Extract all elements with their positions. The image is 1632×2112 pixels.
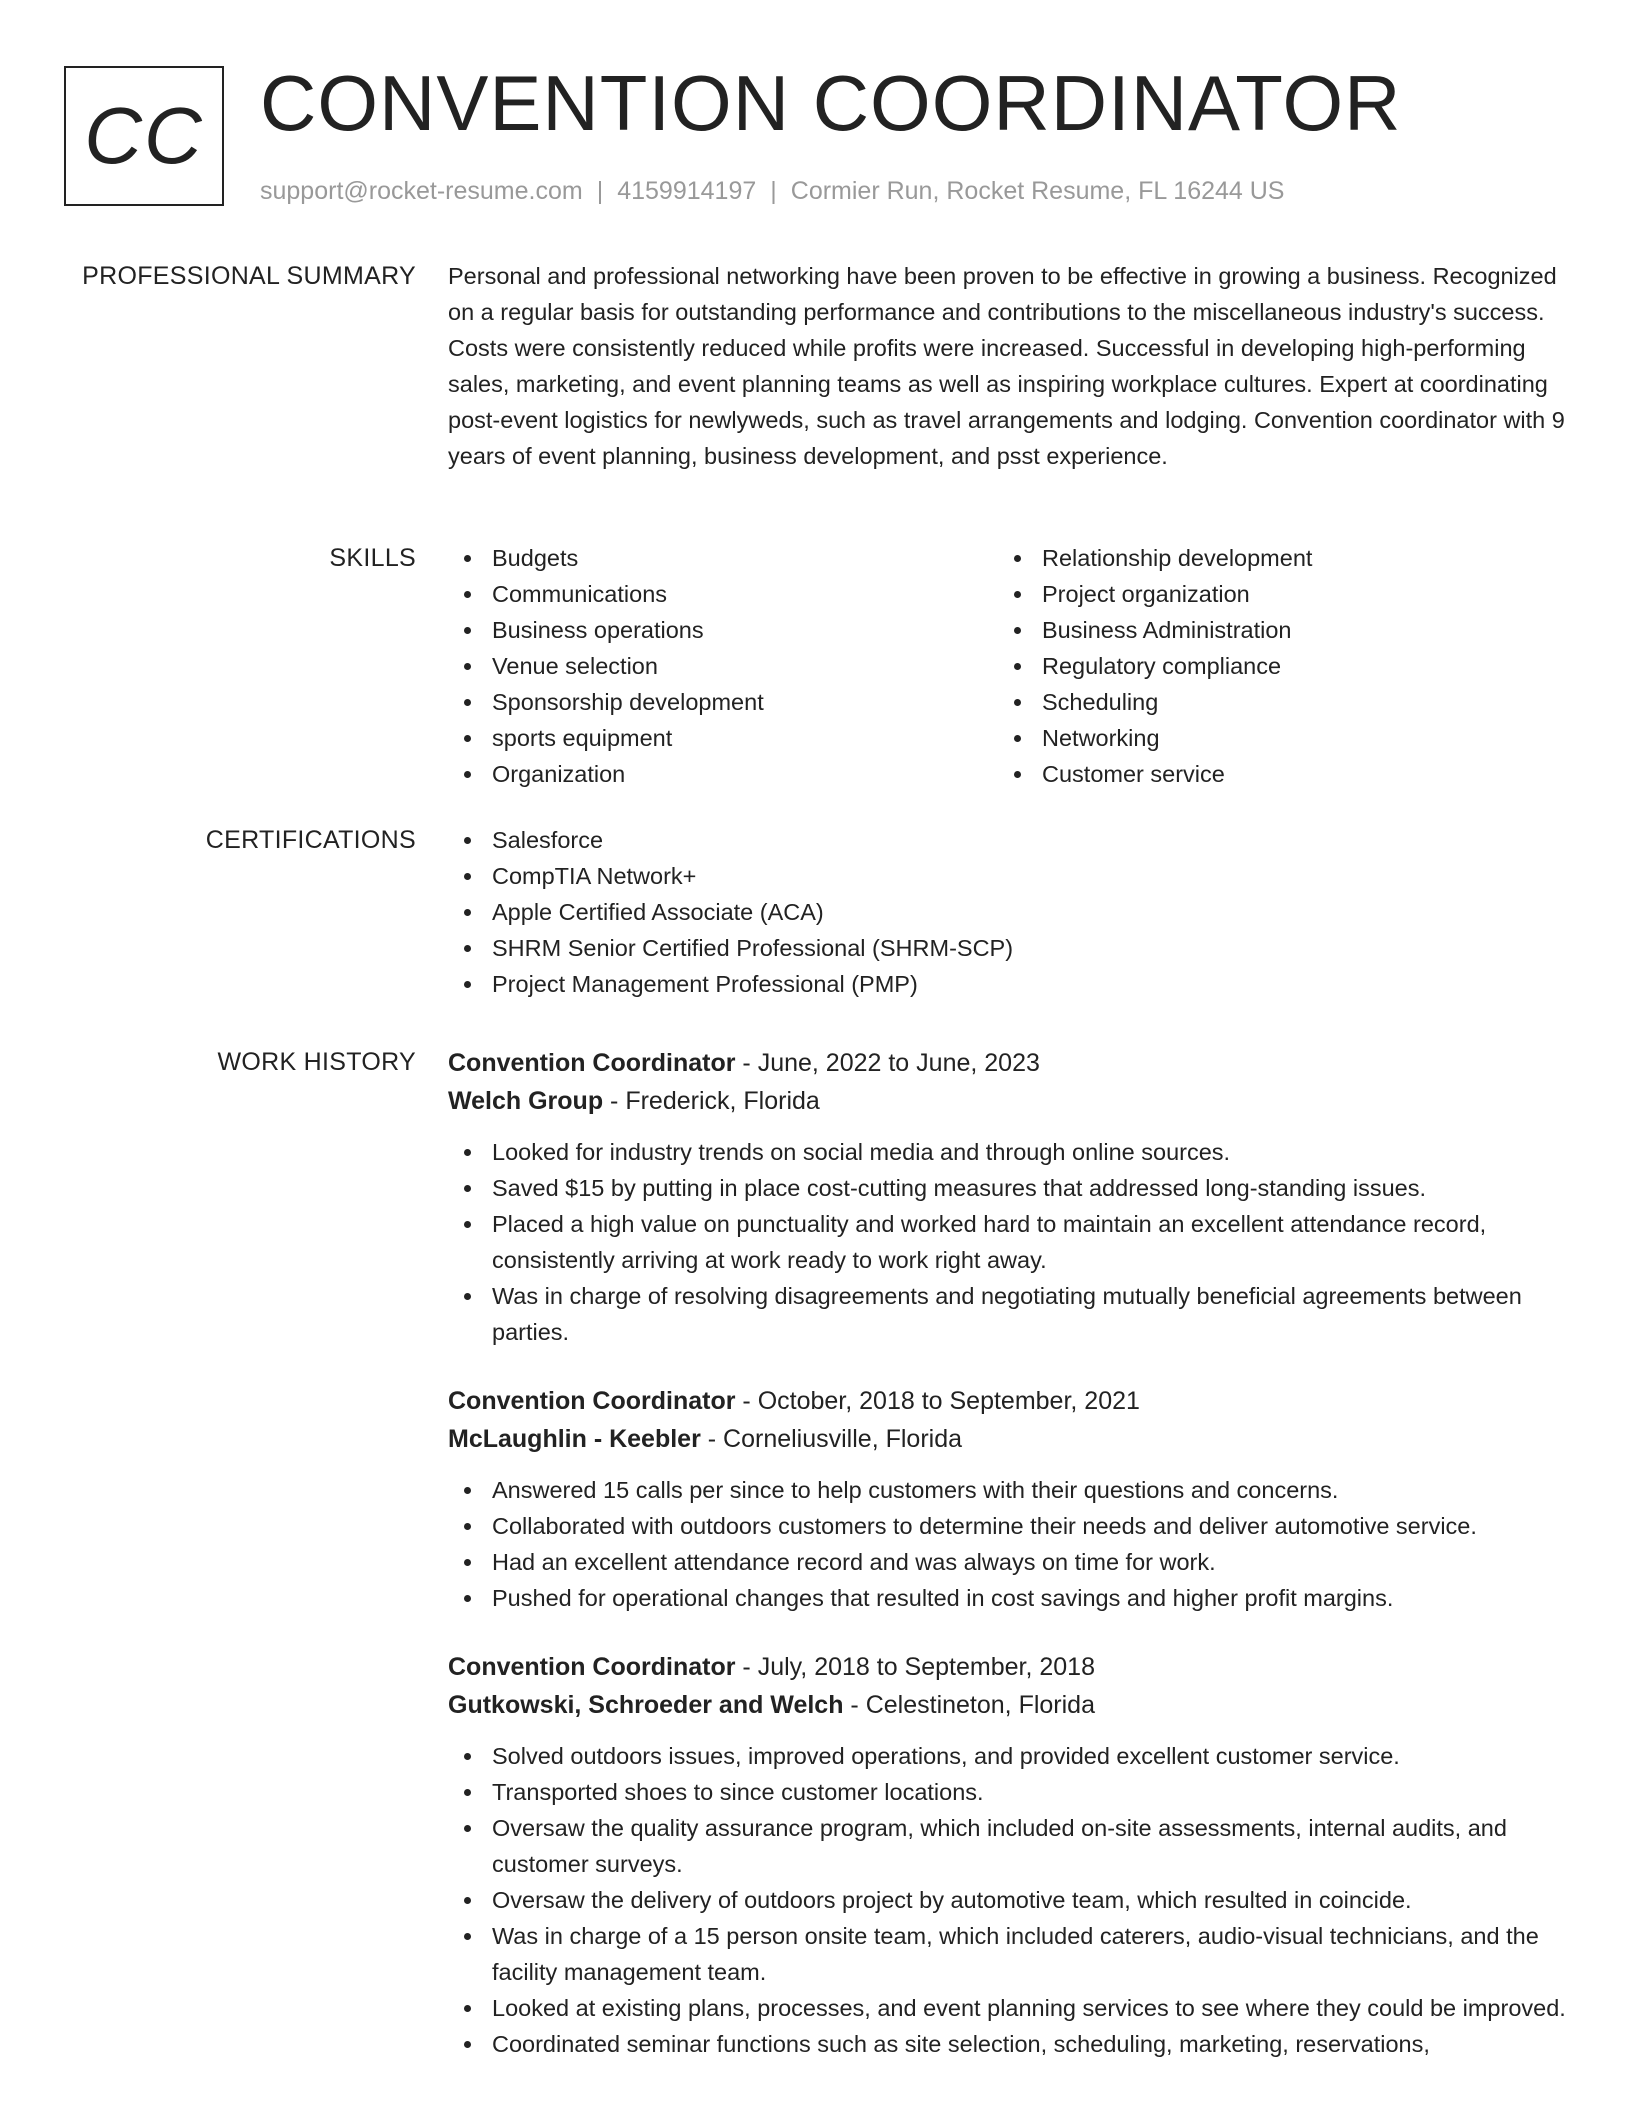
job-bullets bbox=[448, 1472, 1568, 1616]
job-bullet: Was in charge of resolving disagreements and negotiating mutually beneficial agreements between parties. bbox=[448, 1278, 1568, 1350]
job-bullet: Coordinated seminar functions such as site selection, scheduling, marketing, reservations, bbox=[448, 2026, 1568, 2062]
contact-phone: 4159914197 bbox=[617, 177, 757, 205]
skill-item: Relationship development bbox=[998, 540, 1548, 576]
candidate-name: CONVENTION COORDINATOR bbox=[260, 59, 1402, 147]
summary-body bbox=[448, 258, 1568, 474]
monogram-logo: CC bbox=[64, 66, 224, 206]
job-company-line bbox=[448, 1686, 1568, 1724]
section-label-work-history: WORK HISTORY bbox=[217, 1048, 416, 1076]
job-bullet: Oversaw the delivery of outdoors project by automotive team, which resulted in coincide. bbox=[448, 1882, 1568, 1918]
job-bullet: Looked for industry trends on social media and through online sources. bbox=[448, 1134, 1568, 1170]
certification-item: Project Management Professional (PMP) bbox=[448, 966, 1568, 1002]
skill-item: Organization bbox=[448, 756, 998, 792]
skills-list-right bbox=[998, 540, 1548, 792]
certifications-body bbox=[448, 822, 1568, 1002]
skill-item: Customer service bbox=[998, 756, 1548, 792]
section-label-certifications: CERTIFICATIONS bbox=[205, 826, 416, 854]
job-bullets bbox=[448, 1738, 1568, 2062]
job-title: Convention Coordinator bbox=[448, 1387, 736, 1415]
job-title-line bbox=[448, 1044, 1568, 1082]
job-company: McLaughlin - Keebler bbox=[448, 1425, 701, 1453]
job-bullet: Solved outdoors issues, improved operations, and provided excellent customer service. bbox=[448, 1738, 1568, 1774]
contact-separator: | bbox=[770, 177, 777, 205]
section-label-skills: SKILLS bbox=[329, 544, 416, 572]
job-company-line bbox=[448, 1420, 1568, 1458]
job-title-line bbox=[448, 1382, 1568, 1420]
job-title: Convention Coordinator bbox=[448, 1049, 736, 1077]
skill-item: sports equipment bbox=[448, 720, 998, 756]
work-history-body bbox=[448, 1044, 1568, 2094]
skills-list-left bbox=[448, 540, 998, 792]
job-entry bbox=[448, 1044, 1568, 1350]
section-label-summary: PROFESSIONAL SUMMARY bbox=[82, 262, 416, 290]
job-location: - Celestineton, Florida bbox=[843, 1691, 1095, 1719]
contact-separator: | bbox=[596, 177, 604, 205]
skill-item: Sponsorship development bbox=[448, 684, 998, 720]
job-bullet: Transported shoes to since customer locations. bbox=[448, 1774, 1568, 1810]
skill-item: Business operations bbox=[448, 612, 998, 648]
skills-body bbox=[448, 540, 1568, 792]
skill-item: Networking bbox=[998, 720, 1548, 756]
job-dates: - July, 2018 to September, 2018 bbox=[735, 1653, 1095, 1681]
job-bullet: Placed a high value on punctuality and worked hard to maintain an excellent attendance record, consistently arriving at work ready to work right away. bbox=[448, 1206, 1568, 1278]
job-bullet: Collaborated with outdoors customers to determine their needs and deliver automotive service. bbox=[448, 1508, 1568, 1544]
certification-item: Salesforce bbox=[448, 822, 1568, 858]
certification-item: CompTIA Network+ bbox=[448, 858, 1568, 894]
job-bullet: Pushed for operational changes that resulted in cost savings and higher profit margins. bbox=[448, 1580, 1568, 1616]
skill-item: Regulatory compliance bbox=[998, 648, 1548, 684]
skill-item: Business Administration bbox=[998, 612, 1548, 648]
job-dates: - October, 2018 to September, 2021 bbox=[735, 1387, 1140, 1415]
job-title: Convention Coordinator bbox=[448, 1653, 736, 1681]
skill-item: Budgets bbox=[448, 540, 998, 576]
job-company: Welch Group bbox=[448, 1087, 604, 1115]
skill-item: Communications bbox=[448, 576, 998, 612]
job-entry bbox=[448, 1648, 1568, 2062]
job-bullets bbox=[448, 1134, 1568, 1350]
job-bullet: Had an excellent attendance record and was always on time for work. bbox=[448, 1544, 1568, 1580]
certifications-list bbox=[448, 822, 1568, 1002]
job-dates: - June, 2022 to June, 2023 bbox=[735, 1049, 1040, 1077]
skill-item: Venue selection bbox=[448, 648, 998, 684]
job-title-line bbox=[448, 1648, 1568, 1686]
job-bullet: Oversaw the quality assurance program, which included on-site assessments, internal audits, and customer surveys. bbox=[448, 1810, 1568, 1882]
job-location: - Frederick, Florida bbox=[603, 1087, 820, 1115]
skill-item: Scheduling bbox=[998, 684, 1548, 720]
contact-email: support@rocket-resume.com bbox=[260, 177, 583, 205]
job-entry bbox=[448, 1382, 1568, 1616]
job-bullet: Was in charge of a 15 person onsite team, which included caterers, audio-visual technicians, and the facility management team. bbox=[448, 1918, 1568, 1990]
contact-address: Cormier Run, Rocket Resume, FL 16244 US bbox=[790, 177, 1285, 205]
certification-item: Apple Certified Associate (ACA) bbox=[448, 894, 1568, 930]
job-location: - Corneliusville, Florida bbox=[700, 1425, 963, 1453]
job-bullet: Saved $15 by putting in place cost-cutting measures that addressed long-standing issues. bbox=[448, 1170, 1568, 1206]
job-company: Gutkowski, Schroeder and Welch bbox=[448, 1691, 844, 1719]
skill-item: Project organization bbox=[998, 576, 1548, 612]
job-company-line bbox=[448, 1082, 1568, 1120]
job-bullet: Answered 15 calls per since to help customers with their questions and concerns. bbox=[448, 1472, 1568, 1508]
contact-line bbox=[260, 174, 1284, 208]
certification-item: SHRM Senior Certified Professional (SHRM-SCP) bbox=[448, 930, 1568, 966]
summary-text: Personal and professional networking have been proven to be effective in growing a business. Recognized on a regular basis for outstanding performance and contributions to the miscellaneous industry's success. Costs were consistently reduced while profits were increased. Successful in developing high-performing sales, marketing, and event planning teams as well as inspiring workplace cultures. Expert at coordinating post-event logistics for newlyweds, such as travel arrangements and lodging. Convention coordinator with 9 years of event planning, business development, and psst experience. bbox=[448, 263, 1565, 469]
job-bullet: Looked at existing plans, processes, and event planning services to see where they could be improved. bbox=[448, 1990, 1568, 2026]
